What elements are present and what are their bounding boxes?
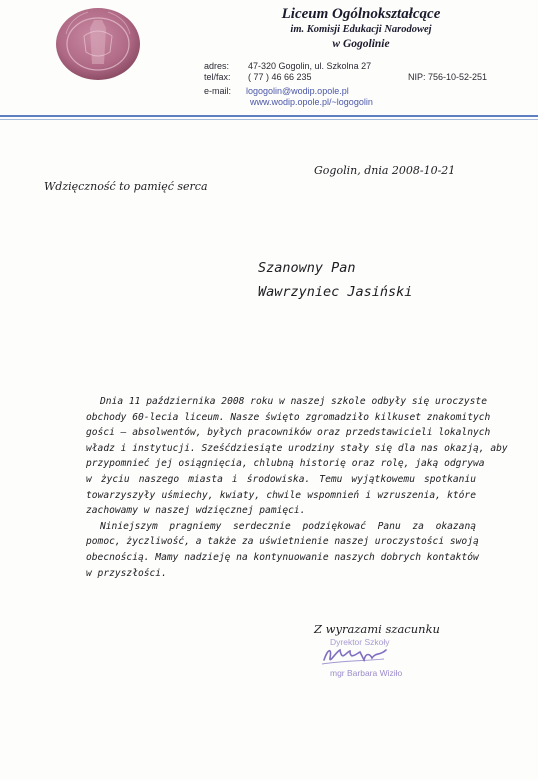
body-line: w życiu naszego miasta i środowiska. Temu wyjątkowemu spotkaniu	[86, 473, 476, 485]
body-line: Dnia 11 października 2008 roku w naszej szkole odbyły się uroczyste	[100, 396, 487, 407]
body-line: władz i instytucji. Sześćdziesiąte urodziny stały się dla nas okazją, aby	[86, 442, 508, 454]
tel-label: tel/fax:	[204, 72, 231, 82]
letterhead-divider-thin	[0, 119, 538, 120]
body-line: pomoc, życzliwość, a także za uświetnienie naszej uroczystości swoją	[86, 536, 479, 548]
stamp-role: Dyrektor Szkoły	[330, 637, 390, 647]
body-line: gości – absolwentów, byłych pracowników oraz przedstawicieli lokalnych	[86, 427, 491, 439]
tel-value: ( 77 ) 46 66 235	[248, 72, 312, 82]
recipient-name: Wawrzyniec Jasiński	[258, 284, 413, 300]
address-label: adres:	[204, 61, 230, 71]
body-line: towarzyszyły uśmiechy, kwiaty, chwile wspomnień i wzruszenia, które	[86, 489, 476, 501]
handwritten-signature	[320, 642, 390, 668]
body-line: Niniejszym pragniemy serdecznie podziękować Panu za okazaną	[100, 520, 476, 532]
letter-date: Gogolin, dnia 2008-10-21	[314, 164, 456, 177]
body-line: w przyszłości.	[86, 567, 167, 579]
nip-value: 756-10-52-251	[428, 72, 488, 82]
salutation-title: Szanowny Pan	[258, 260, 356, 276]
body-line: obchody 60-lecia liceum. Nasze święto zgromadziło kilkuset znakomitych	[86, 411, 491, 423]
school-name-line2: im. Komisji Edukacji Narodowej	[290, 24, 432, 35]
stamp-name: mgr Barbara Wiziło	[330, 668, 403, 678]
address-value: 47-320 Gogolin, ul. Szkolna 27	[248, 61, 372, 71]
email-link[interactable]: logogolin@wodip.opole.pl	[246, 86, 349, 96]
school-seal-logo	[54, 6, 142, 82]
email-label: e-mail:	[204, 86, 232, 96]
nip-label: NIP:	[408, 72, 426, 82]
school-name	[236, 6, 486, 52]
letter-body	[86, 394, 508, 581]
body-line: obecnością. Mamy nadzieję na kontynuowanie naszych dobrych kontaktów	[86, 551, 479, 563]
letterhead-divider	[0, 115, 538, 117]
school-name-line1: Liceum Ogólnokształcące	[281, 6, 441, 22]
school-name-line3: w Gogolinie	[332, 38, 390, 50]
body-line: zachowamy w naszej wdzięcznej pamięci.	[86, 505, 306, 517]
body-line: przypomnieć jej osiągnięcia, chlubną historię oraz rolę, jaką odgrywa	[86, 458, 485, 470]
closing-phrase: Z wyrazami szacunku	[314, 622, 440, 636]
letter-subject: Wdzięczność to pamięć serca	[44, 180, 208, 193]
website-link[interactable]: www.wodip.opole.pl/~logogolin	[250, 97, 373, 107]
